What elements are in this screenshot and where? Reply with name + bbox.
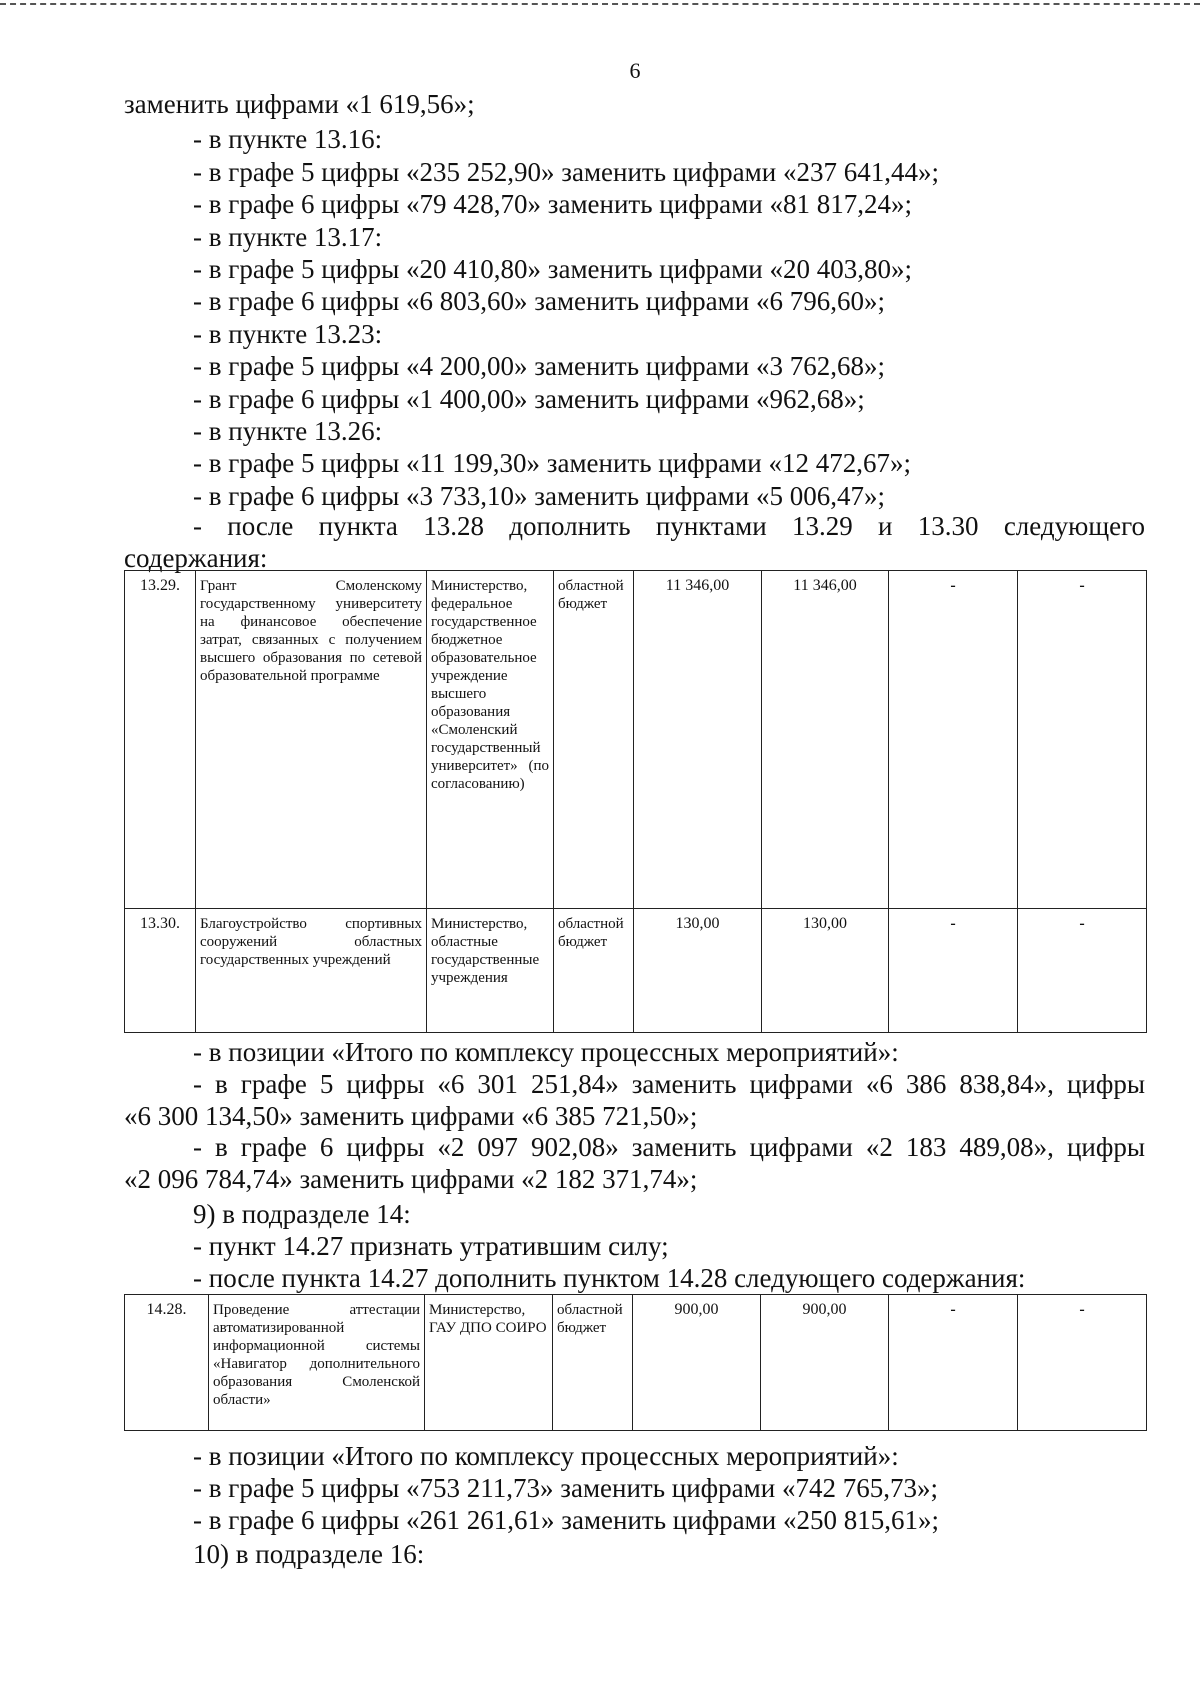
text-line-justified: - в графе 6 цифры «2 097 902,08» заменить цифрами «2 183 489,08», цифры — [193, 1132, 1145, 1162]
item-number: 14.28. — [125, 1295, 209, 1431]
text-line-justified: - в графе 5 цифры «6 301 251,84» заменить цифрами «6 386 838,84», цифры — [193, 1069, 1145, 1099]
text-line: «6 300 134,50» заменить цифрами «6 385 721,50»; — [124, 1101, 698, 1131]
text-line: - в графе 6 цифры «261 261,61» заменить цифрами «250 815,61»; — [193, 1505, 939, 1535]
text-line: - в графе 5 цифры «11 199,30» заменить цифрами «12 472,67»; — [193, 448, 911, 478]
text-line: содержания: — [124, 543, 268, 573]
page-number: 6 — [629, 58, 641, 83]
item-col5: 130,00 — [634, 909, 762, 1033]
text-line: - в позиции «Итого по комплексу процессных мероприятий»: — [193, 1037, 899, 1067]
text-line-justified: - после пункта 13.28 дополнить пунктами 13.29 и 13.30 следующего — [193, 511, 1145, 541]
item-col6: 11 346,00 — [762, 571, 889, 909]
item-name: Грант Смоленскому государственному университету на финансовое обеспечение затрат, связанных с получением высшего образования по сетевой образовательной программе — [196, 571, 427, 909]
text-line: - в пункте 13.16: — [193, 124, 383, 154]
scan-top-border — [0, 3, 1200, 5]
text-line: - в пункте 13.26: — [193, 416, 383, 446]
text-line: - в графе 6 цифры «79 428,70» заменить цифрами «81 817,24»; — [193, 189, 912, 219]
text-line: - в графе 5 цифры «20 410,80» заменить цифрами «20 403,80»; — [193, 254, 912, 284]
text-line: - в графе 6 цифры «1 400,00» заменить цифрами «962,68»; — [193, 384, 865, 414]
text-line: - в графе 5 цифры «4 200,00» заменить цифрами «3 762,68»; — [193, 351, 885, 381]
text-line: заменить цифрами «1 619,56»; — [124, 89, 475, 119]
item-number: 13.30. — [125, 909, 196, 1033]
text-line: - пункт 14.27 признать утратившим силу; — [193, 1231, 669, 1261]
item-name: Благоустройство спортивных сооружений областных государственных учреждений — [196, 909, 427, 1033]
text-line: «2 096 784,74» заменить цифрами «2 182 371,74»; — [124, 1164, 698, 1194]
item-executor: Министерство, ГАУ ДПО СОИРО — [425, 1295, 553, 1431]
item-col8: - — [1018, 909, 1147, 1033]
item-source: областной бюджет — [553, 1295, 633, 1431]
text-line: 9) в подразделе 14: — [193, 1199, 411, 1229]
text-line: - в графе 6 цифры «6 803,60» заменить цифрами «6 796,60»; — [193, 286, 885, 316]
text-line: - в графе 5 цифры «753 211,73» заменить цифрами «742 765,73»; — [193, 1473, 938, 1503]
amendment-table-14 — [124, 1294, 1147, 1431]
item-number: 13.29. — [125, 571, 196, 909]
item-name: Проведение аттестации автоматизированной информационной системы «Навигатор дополнительного образования Смоленской области» — [209, 1295, 425, 1431]
amendment-table-13 — [124, 570, 1147, 1033]
text-line: - в позиции «Итого по комплексу процессных мероприятий»: — [193, 1441, 899, 1471]
item-source: областной бюджет — [554, 909, 634, 1033]
item-col5: 900,00 — [633, 1295, 761, 1431]
item-col6: 130,00 — [762, 909, 889, 1033]
text-line: - в графе 5 цифры «235 252,90» заменить цифрами «237 641,44»; — [193, 157, 939, 187]
text-line: - в пункте 13.17: — [193, 222, 383, 252]
table-row — [125, 571, 1147, 909]
item-col7: - — [889, 571, 1018, 909]
text-line: - в графе 6 цифры «3 733,10» заменить цифрами «5 006,47»; — [193, 481, 885, 511]
table-row — [125, 1295, 1147, 1431]
item-col8: - — [1018, 1295, 1147, 1431]
text-line: - после пункта 14.27 дополнить пунктом 14.28 следующего содержания: — [193, 1263, 1026, 1293]
item-col5: 11 346,00 — [634, 571, 762, 909]
item-col7: - — [889, 1295, 1018, 1431]
item-col7: - — [889, 909, 1018, 1033]
table-row — [125, 909, 1147, 1033]
item-executor: Министерство, областные государственные учреждения — [427, 909, 554, 1033]
item-col6: 900,00 — [761, 1295, 889, 1431]
text-line: - в пункте 13.23: — [193, 319, 383, 349]
item-col8: - — [1018, 571, 1147, 909]
item-source: областной бюджет — [554, 571, 634, 909]
text-line: 10) в подразделе 16: — [193, 1539, 425, 1569]
item-executor: Министерство, федеральное государственное бюджетное образовательное учреждение высшего образования «Смоленский государственный университет» (по согласованию) — [427, 571, 554, 909]
